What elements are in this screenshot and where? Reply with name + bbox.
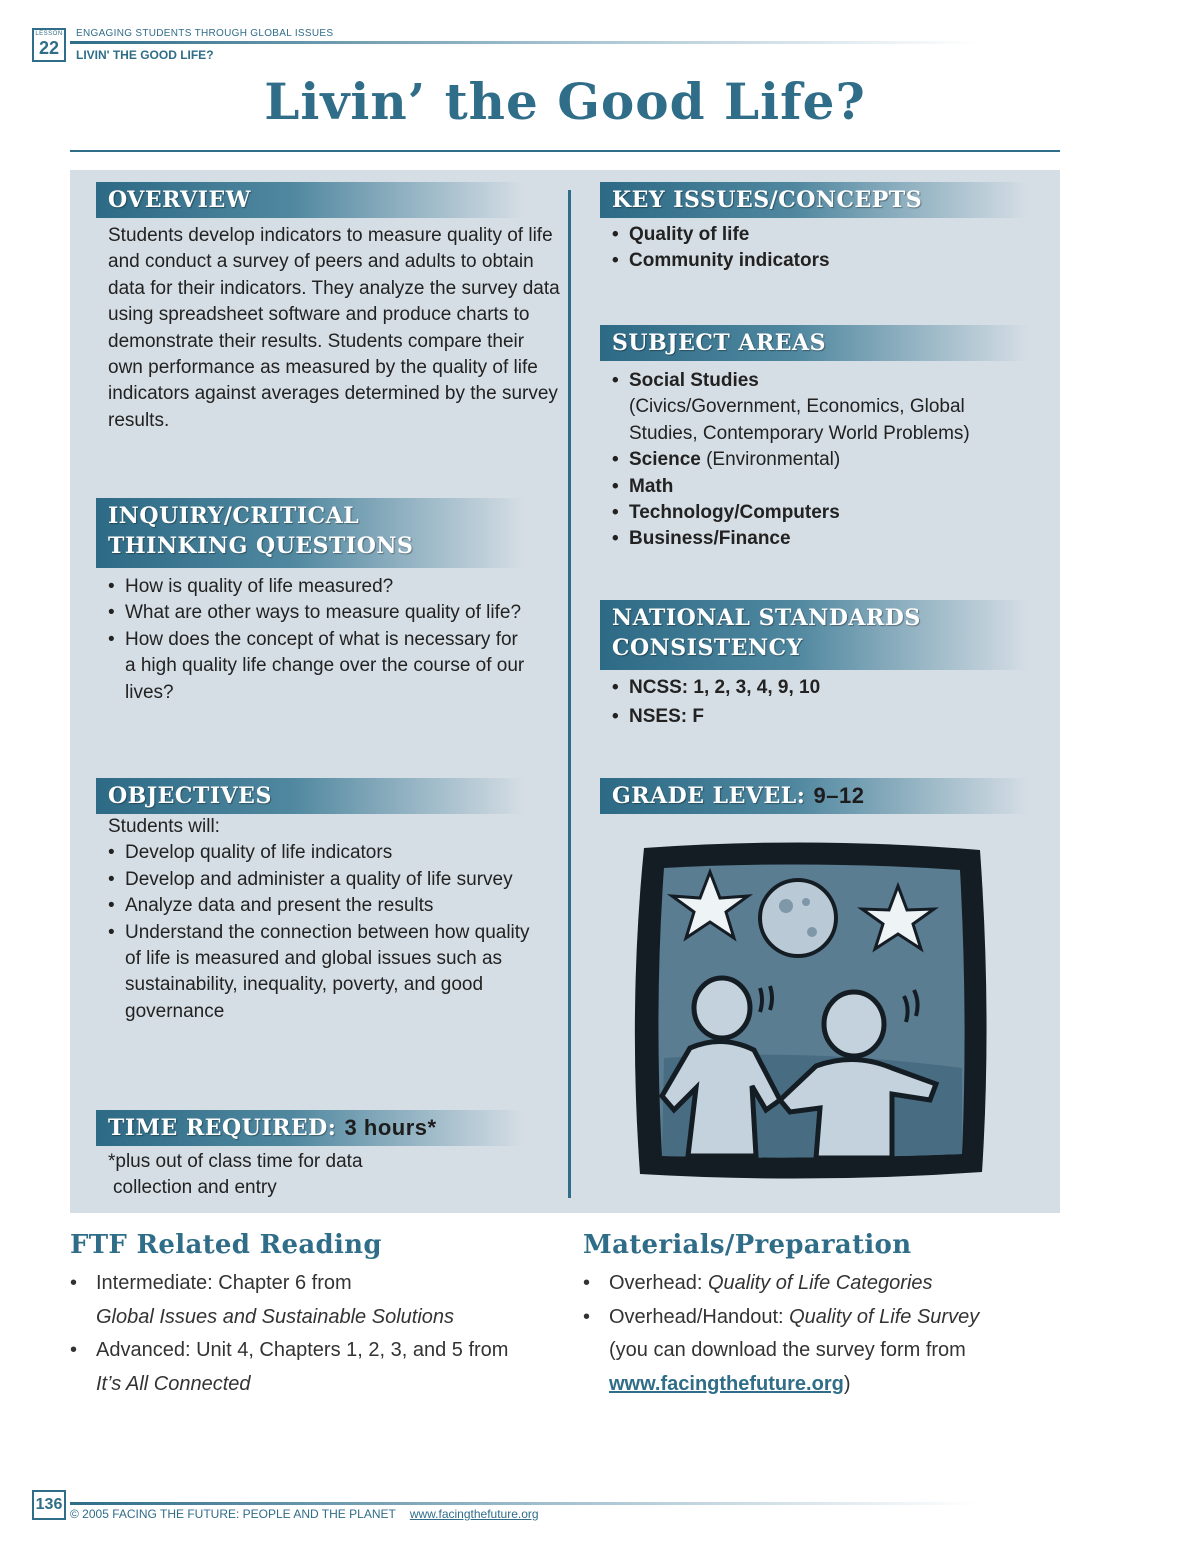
related-reading-list (70, 1267, 570, 1401)
time-required-value: 3 hours* (344, 1115, 437, 1140)
list-item (612, 368, 1012, 447)
overview-heading: OVERVIEW (96, 182, 526, 218)
facingthefuture-link[interactable]: www.facingthefuture.org (609, 1372, 844, 1395)
key-issues-list (612, 222, 1032, 275)
key-issues-heading: KEY ISSUES/CONCEPTS (600, 182, 1030, 218)
list-item: • Develop quality of life indicators (108, 840, 548, 866)
page-number: 136 (32, 1490, 66, 1520)
material-close: ) (843, 1372, 851, 1395)
subject-label: Science (629, 449, 701, 471)
objectives-intro: Students will: (108, 816, 220, 837)
material-title: Quality of Life Survey (789, 1305, 980, 1328)
list-item (70, 1334, 570, 1401)
list-item (583, 1301, 1063, 1402)
reading-text: Intermediate: Chapter 6 from (96, 1272, 352, 1294)
time-required-label: TIME REQUIRED: (108, 1115, 345, 1141)
list-item: • Analyze data and present the results (108, 893, 548, 919)
inquiry-heading-line1: INQUIRY/CRITICAL (108, 503, 360, 529)
list-item (612, 447, 1012, 473)
person-head (824, 992, 884, 1056)
overview-text: Students develop indicators to measure quality of life and conduct a survey of peers and adults to obtain data for their indicators. They analyze the survey data using spreadsheet software and produce charts to demonstrate their results. Students compare their own performance as measured by the quality of life indicators against averages determined by the survey results. (108, 225, 560, 431)
subject-detail: (Civics/Government, Economics, Global Studies, Contemporary World Problems) (629, 396, 970, 444)
list-item (583, 1267, 1063, 1301)
list-item: • Math (612, 474, 1012, 500)
material-prefix: Overhead: (609, 1272, 708, 1294)
list-item: • NCSS: 1, 2, 3, 4, 9, 10 (612, 673, 1032, 702)
national-standards-heading (600, 600, 1030, 670)
series-title: ENGAGING STUDENTS THROUGH GLOBAL ISSUES (76, 28, 334, 39)
list-item: • How does the concept of what is necessary for a high quality life change over the course of our lives? (108, 627, 528, 706)
standards-heading-line2: CONSISTENCY (612, 635, 803, 661)
list-item: • How is quality of life measured? (108, 574, 528, 600)
inquiry-heading-line2: THINKING QUESTIONS (108, 533, 414, 559)
standards-heading-line1: NATIONAL STANDARDS (612, 605, 921, 631)
column-divider (568, 190, 571, 1198)
material-link-line (609, 1373, 851, 1395)
copyright-text: © 2005 FACING THE FUTURE: PEOPLE AND THE PLANET (70, 1507, 396, 1521)
list-item: • What are other ways to measure quality of life? (108, 600, 528, 626)
inquiry-heading (96, 498, 526, 568)
related-reading-heading: FTF Related Reading (70, 1230, 382, 1260)
list-item: • NSES: F (612, 702, 1032, 731)
reading-title: It’s All Connected (96, 1372, 251, 1395)
lesson-subtitle: LIVIN' THE GOOD LIFE? (76, 48, 214, 62)
objectives-heading: OBJECTIVES (96, 778, 526, 814)
materials-list (583, 1267, 1063, 1401)
lesson-number-box (32, 28, 66, 62)
person-head (694, 978, 750, 1038)
good-life-illustration (630, 838, 990, 1184)
material-note: (you can download the survey form from (609, 1339, 966, 1361)
header-rule (70, 41, 980, 44)
subject-detail: (Environmental) (700, 449, 841, 471)
footer-url-link[interactable]: www.facingthefuture.org (409, 1507, 539, 1521)
list-item: • Develop and administer a quality of life survey (108, 867, 548, 893)
subject-areas-heading: SUBJECT AREAS (600, 325, 1030, 361)
lesson-number: 22 (38, 38, 60, 58)
time-note-line2: collection and entry (113, 1177, 277, 1199)
grade-level-value: 9–12 (813, 783, 865, 808)
list-item: • Technology/Computers (612, 500, 1012, 526)
footer (70, 1507, 539, 1521)
subject-areas-list (612, 368, 1012, 553)
grade-level-label: GRADE LEVEL: (612, 783, 814, 809)
list-item (70, 1267, 570, 1334)
moon-crater (802, 898, 810, 906)
time-note-line1: *plus out of class time for data (108, 1151, 363, 1172)
list-item: • Understand the connection between how quality of life is measured and global issues such as sustainability, inequality, poverty, and good governance (108, 920, 548, 1026)
reading-text: Advanced: Unit 4, Chapters 1, 2, 3, and 5 from (96, 1339, 509, 1361)
objectives-block (108, 814, 548, 1025)
footer-rule (70, 1502, 980, 1505)
time-required-note (108, 1149, 548, 1202)
moon-icon (760, 880, 836, 956)
inquiry-list (108, 574, 528, 706)
material-title: Quality of Life Categories (707, 1272, 933, 1294)
national-standards-list (612, 673, 1032, 731)
material-prefix: Overhead/Handout: (609, 1305, 790, 1328)
moon-crater (779, 899, 793, 913)
list-item: • Community indicators (612, 248, 1032, 274)
subject-label: Social Studies (629, 370, 759, 391)
page-title: Livin’ the Good Life? (264, 72, 866, 131)
materials-heading: Materials/Preparation (583, 1230, 912, 1260)
objectives-list (108, 840, 548, 1025)
title-rule (70, 150, 1060, 152)
list-item: • Quality of life (612, 222, 1032, 248)
reading-title: Global Issues and Sustainable Solutions (96, 1305, 455, 1328)
moon-crater (807, 927, 817, 937)
lesson-label: LESSON (35, 31, 63, 37)
time-required-heading (96, 1110, 526, 1146)
grade-level-heading (600, 778, 1030, 814)
list-item: • Business/Finance (612, 526, 1012, 552)
